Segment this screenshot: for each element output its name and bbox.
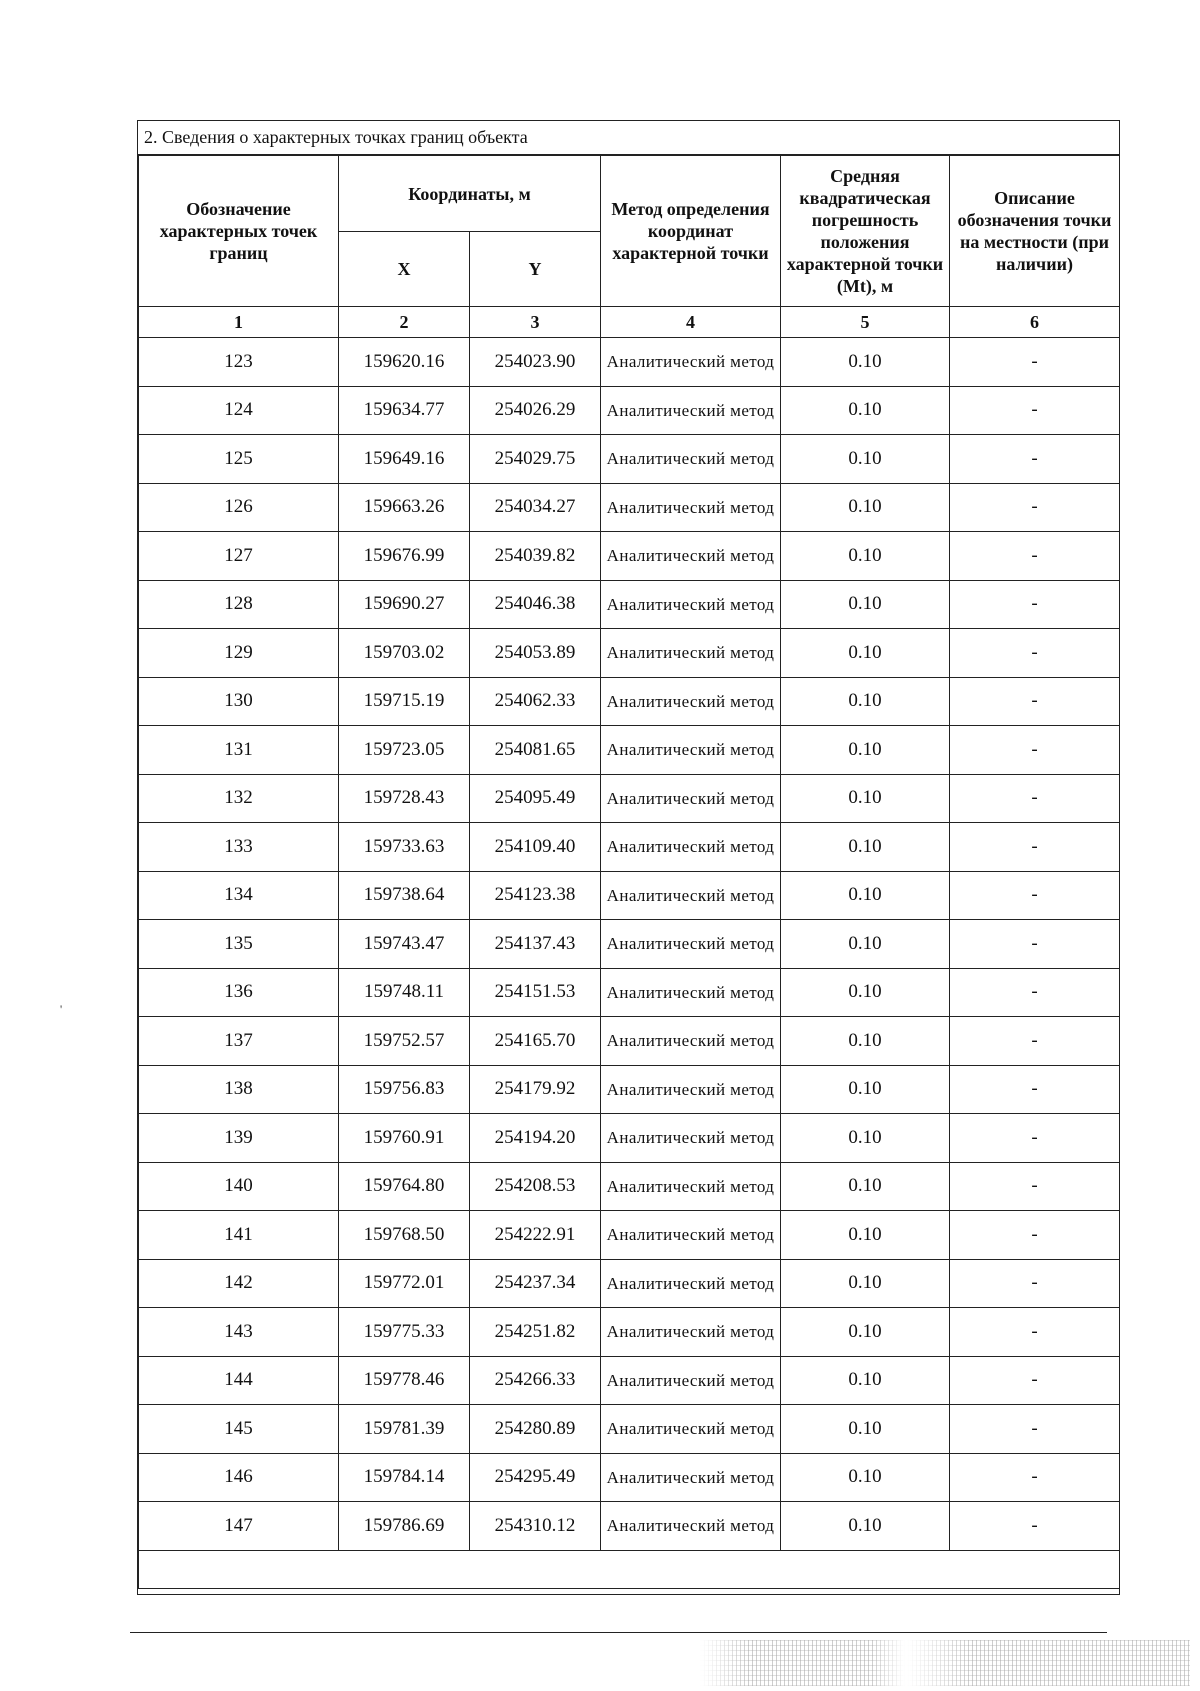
description-cell: - xyxy=(950,338,1120,387)
y-coordinate-cell: 254194.20 xyxy=(470,1114,601,1163)
point-id-cell: 135 xyxy=(139,920,339,969)
column-number: 3 xyxy=(470,307,601,338)
method-cell: Аналитический метод xyxy=(601,629,781,678)
table-row xyxy=(139,677,1120,726)
x-coordinate-cell: 159649.16 xyxy=(339,435,470,484)
mean-error-cell: 0.10 xyxy=(781,1259,950,1308)
mean-error-cell: 0.10 xyxy=(781,920,950,969)
mean-error-cell: 0.10 xyxy=(781,1065,950,1114)
mean-error-cell: 0.10 xyxy=(781,726,950,775)
x-coordinate-cell: 159784.14 xyxy=(339,1453,470,1502)
table-row xyxy=(139,1114,1120,1163)
x-coordinate-cell: 159663.26 xyxy=(339,483,470,532)
y-coordinate-cell: 254266.33 xyxy=(470,1356,601,1405)
table-row xyxy=(139,338,1120,387)
method-cell: Аналитический метод xyxy=(601,1259,781,1308)
point-id-cell: 146 xyxy=(139,1453,339,1502)
method-cell: Аналитический метод xyxy=(601,726,781,775)
header-description: Описание обозначения точки на местности (при наличии) xyxy=(950,156,1120,307)
method-cell: Аналитический метод xyxy=(601,1308,781,1357)
method-cell: Аналитический метод xyxy=(601,1453,781,1502)
point-id-cell: 124 xyxy=(139,386,339,435)
x-coordinate-cell: 159786.69 xyxy=(339,1502,470,1551)
method-cell: Аналитический метод xyxy=(601,532,781,581)
point-id-cell: 140 xyxy=(139,1162,339,1211)
table-row xyxy=(139,1017,1120,1066)
table-row xyxy=(139,1405,1120,1454)
description-cell: - xyxy=(950,1114,1120,1163)
table-row xyxy=(139,1162,1120,1211)
mean-error-cell: 0.10 xyxy=(781,1114,950,1163)
table-row xyxy=(139,532,1120,581)
x-coordinate-cell: 159756.83 xyxy=(339,1065,470,1114)
point-id-cell: 126 xyxy=(139,483,339,532)
mean-error-cell: 0.10 xyxy=(781,1017,950,1066)
table-row xyxy=(139,774,1120,823)
mean-error-cell: 0.10 xyxy=(781,338,950,387)
method-cell: Аналитический метод xyxy=(601,774,781,823)
description-cell: - xyxy=(950,920,1120,969)
mean-error-cell: 0.10 xyxy=(781,435,950,484)
y-coordinate-cell: 254039.82 xyxy=(470,532,601,581)
point-id-cell: 131 xyxy=(139,726,339,775)
point-id-cell: 134 xyxy=(139,871,339,920)
point-id-cell: 125 xyxy=(139,435,339,484)
empty-footer-row xyxy=(139,1550,1120,1588)
x-coordinate-cell: 159723.05 xyxy=(339,726,470,775)
mean-error-cell: 0.10 xyxy=(781,1308,950,1357)
y-coordinate-cell: 254023.90 xyxy=(470,338,601,387)
table-row xyxy=(139,1356,1120,1405)
y-coordinate-cell: 254280.89 xyxy=(470,1405,601,1454)
mean-error-cell: 0.10 xyxy=(781,1502,950,1551)
y-coordinate-cell: 254095.49 xyxy=(470,774,601,823)
x-coordinate-cell: 159775.33 xyxy=(339,1308,470,1357)
x-coordinate-cell: 159733.63 xyxy=(339,823,470,872)
header-x: X xyxy=(339,232,470,307)
column-number: 1 xyxy=(139,307,339,338)
point-id-cell: 147 xyxy=(139,1502,339,1551)
header-method: Метод определения координат характерной точки xyxy=(601,156,781,307)
column-number: 4 xyxy=(601,307,781,338)
mean-error-cell: 0.10 xyxy=(781,677,950,726)
y-coordinate-cell: 254053.89 xyxy=(470,629,601,678)
scan-noise xyxy=(700,1640,1190,1686)
column-number: 6 xyxy=(950,307,1120,338)
description-cell: - xyxy=(950,1017,1120,1066)
method-cell: Аналитический метод xyxy=(601,677,781,726)
description-cell: - xyxy=(950,774,1120,823)
column-number-row xyxy=(139,307,1120,338)
y-coordinate-cell: 254137.43 xyxy=(470,920,601,969)
x-coordinate-cell: 159620.16 xyxy=(339,338,470,387)
y-coordinate-cell: 254179.92 xyxy=(470,1065,601,1114)
x-coordinate-cell: 159703.02 xyxy=(339,629,470,678)
point-id-cell: 145 xyxy=(139,1405,339,1454)
y-coordinate-cell: 254026.29 xyxy=(470,386,601,435)
x-coordinate-cell: 159690.27 xyxy=(339,580,470,629)
y-coordinate-cell: 254029.75 xyxy=(470,435,601,484)
point-id-cell: 128 xyxy=(139,580,339,629)
point-id-cell: 130 xyxy=(139,677,339,726)
description-cell: - xyxy=(950,871,1120,920)
point-id-cell: 141 xyxy=(139,1211,339,1260)
table-row xyxy=(139,483,1120,532)
x-coordinate-cell: 159768.50 xyxy=(339,1211,470,1260)
description-cell: - xyxy=(950,629,1120,678)
point-id-cell: 143 xyxy=(139,1308,339,1357)
method-cell: Аналитический метод xyxy=(601,580,781,629)
table-row xyxy=(139,1065,1120,1114)
table-row xyxy=(139,1308,1120,1357)
method-cell: Аналитический метод xyxy=(601,1065,781,1114)
point-id-cell: 139 xyxy=(139,1114,339,1163)
mean-error-cell: 0.10 xyxy=(781,629,950,678)
x-coordinate-cell: 159752.57 xyxy=(339,1017,470,1066)
table-row xyxy=(139,386,1120,435)
table-row xyxy=(139,871,1120,920)
x-coordinate-cell: 159778.46 xyxy=(339,1356,470,1405)
header-row xyxy=(139,156,1120,232)
table-row xyxy=(139,823,1120,872)
x-coordinate-cell: 159634.77 xyxy=(339,386,470,435)
point-id-cell: 132 xyxy=(139,774,339,823)
description-cell: - xyxy=(950,1502,1120,1551)
mean-error-cell: 0.10 xyxy=(781,1405,950,1454)
x-coordinate-cell: 159748.11 xyxy=(339,968,470,1017)
method-cell: Аналитический метод xyxy=(601,1162,781,1211)
mean-error-cell: 0.10 xyxy=(781,968,950,1017)
method-cell: Аналитический метод xyxy=(601,968,781,1017)
method-cell: Аналитический метод xyxy=(601,1502,781,1551)
table-row xyxy=(139,726,1120,775)
description-cell: - xyxy=(950,386,1120,435)
y-coordinate-cell: 254109.40 xyxy=(470,823,601,872)
mean-error-cell: 0.10 xyxy=(781,580,950,629)
x-coordinate-cell: 159743.47 xyxy=(339,920,470,969)
y-coordinate-cell: 254034.27 xyxy=(470,483,601,532)
header-mean-error: Средняя квадратическая погрешность положения характерной точки (Mt), м xyxy=(781,156,950,307)
mean-error-cell: 0.10 xyxy=(781,1453,950,1502)
header-y: Y xyxy=(470,232,601,307)
margin-mark: ' xyxy=(60,1002,63,1016)
description-cell: - xyxy=(950,532,1120,581)
mean-error-cell: 0.10 xyxy=(781,532,950,581)
method-cell: Аналитический метод xyxy=(601,1017,781,1066)
table-row xyxy=(139,1502,1120,1551)
header-coordinates: Координаты, м xyxy=(339,156,601,232)
method-cell: Аналитический метод xyxy=(601,386,781,435)
y-coordinate-cell: 254081.65 xyxy=(470,726,601,775)
point-id-cell: 127 xyxy=(139,532,339,581)
description-cell: - xyxy=(950,483,1120,532)
method-cell: Аналитический метод xyxy=(601,1114,781,1163)
point-id-cell: 144 xyxy=(139,1356,339,1405)
table-row xyxy=(139,629,1120,678)
point-id-cell: 133 xyxy=(139,823,339,872)
y-coordinate-cell: 254310.12 xyxy=(470,1502,601,1551)
mean-error-cell: 0.10 xyxy=(781,1356,950,1405)
description-cell: - xyxy=(950,1065,1120,1114)
section-title: 2. Сведения о характерных точках границ объекта xyxy=(138,121,1119,155)
mean-error-cell: 0.10 xyxy=(781,1162,950,1211)
description-cell: - xyxy=(950,823,1120,872)
description-cell: - xyxy=(950,968,1120,1017)
column-number: 2 xyxy=(339,307,470,338)
x-coordinate-cell: 159760.91 xyxy=(339,1114,470,1163)
mean-error-cell: 0.10 xyxy=(781,823,950,872)
x-coordinate-cell: 159738.64 xyxy=(339,871,470,920)
point-id-cell: 137 xyxy=(139,1017,339,1066)
table-row xyxy=(139,1211,1120,1260)
y-coordinate-cell: 254251.82 xyxy=(470,1308,601,1357)
point-id-cell: 138 xyxy=(139,1065,339,1114)
method-cell: Аналитический метод xyxy=(601,920,781,969)
point-id-cell: 136 xyxy=(139,968,339,1017)
mean-error-cell: 0.10 xyxy=(781,386,950,435)
x-coordinate-cell: 159676.99 xyxy=(339,532,470,581)
point-id-cell: 129 xyxy=(139,629,339,678)
header-point-designation: Обозначение характерных точек границ xyxy=(139,156,339,307)
method-cell: Аналитический метод xyxy=(601,871,781,920)
table-row xyxy=(139,968,1120,1017)
table-row xyxy=(139,1259,1120,1308)
mean-error-cell: 0.10 xyxy=(781,774,950,823)
mean-error-cell: 0.10 xyxy=(781,483,950,532)
bottom-rule xyxy=(130,1632,1107,1633)
y-coordinate-cell: 254165.70 xyxy=(470,1017,601,1066)
column-number: 5 xyxy=(781,307,950,338)
method-cell: Аналитический метод xyxy=(601,1405,781,1454)
y-coordinate-cell: 254062.33 xyxy=(470,677,601,726)
description-cell: - xyxy=(950,1211,1120,1260)
y-coordinate-cell: 254237.34 xyxy=(470,1259,601,1308)
x-coordinate-cell: 159772.01 xyxy=(339,1259,470,1308)
method-cell: Аналитический метод xyxy=(601,1211,781,1260)
description-cell: - xyxy=(950,435,1120,484)
mean-error-cell: 0.10 xyxy=(781,1211,950,1260)
x-coordinate-cell: 159781.39 xyxy=(339,1405,470,1454)
table-row xyxy=(139,580,1120,629)
point-id-cell: 123 xyxy=(139,338,339,387)
table-row xyxy=(139,435,1120,484)
points-table-frame xyxy=(137,120,1120,1595)
y-coordinate-cell: 254208.53 xyxy=(470,1162,601,1211)
description-cell: - xyxy=(950,726,1120,775)
description-cell: - xyxy=(950,1259,1120,1308)
boundary-points-table xyxy=(138,155,1120,1589)
description-cell: - xyxy=(950,1453,1120,1502)
method-cell: Аналитический метод xyxy=(601,823,781,872)
method-cell: Аналитический метод xyxy=(601,338,781,387)
table-row xyxy=(139,920,1120,969)
x-coordinate-cell: 159764.80 xyxy=(339,1162,470,1211)
description-cell: - xyxy=(950,1405,1120,1454)
point-id-cell: 142 xyxy=(139,1259,339,1308)
description-cell: - xyxy=(950,677,1120,726)
y-coordinate-cell: 254046.38 xyxy=(470,580,601,629)
y-coordinate-cell: 254295.49 xyxy=(470,1453,601,1502)
x-coordinate-cell: 159715.19 xyxy=(339,677,470,726)
method-cell: Аналитический метод xyxy=(601,1356,781,1405)
mean-error-cell: 0.10 xyxy=(781,871,950,920)
method-cell: Аналитический метод xyxy=(601,483,781,532)
y-coordinate-cell: 254151.53 xyxy=(470,968,601,1017)
empty-cell xyxy=(139,1550,1120,1588)
table-row xyxy=(139,1453,1120,1502)
description-cell: - xyxy=(950,580,1120,629)
y-coordinate-cell: 254123.38 xyxy=(470,871,601,920)
y-coordinate-cell: 254222.91 xyxy=(470,1211,601,1260)
description-cell: - xyxy=(950,1308,1120,1357)
description-cell: - xyxy=(950,1356,1120,1405)
x-coordinate-cell: 159728.43 xyxy=(339,774,470,823)
description-cell: - xyxy=(950,1162,1120,1211)
method-cell: Аналитический метод xyxy=(601,435,781,484)
